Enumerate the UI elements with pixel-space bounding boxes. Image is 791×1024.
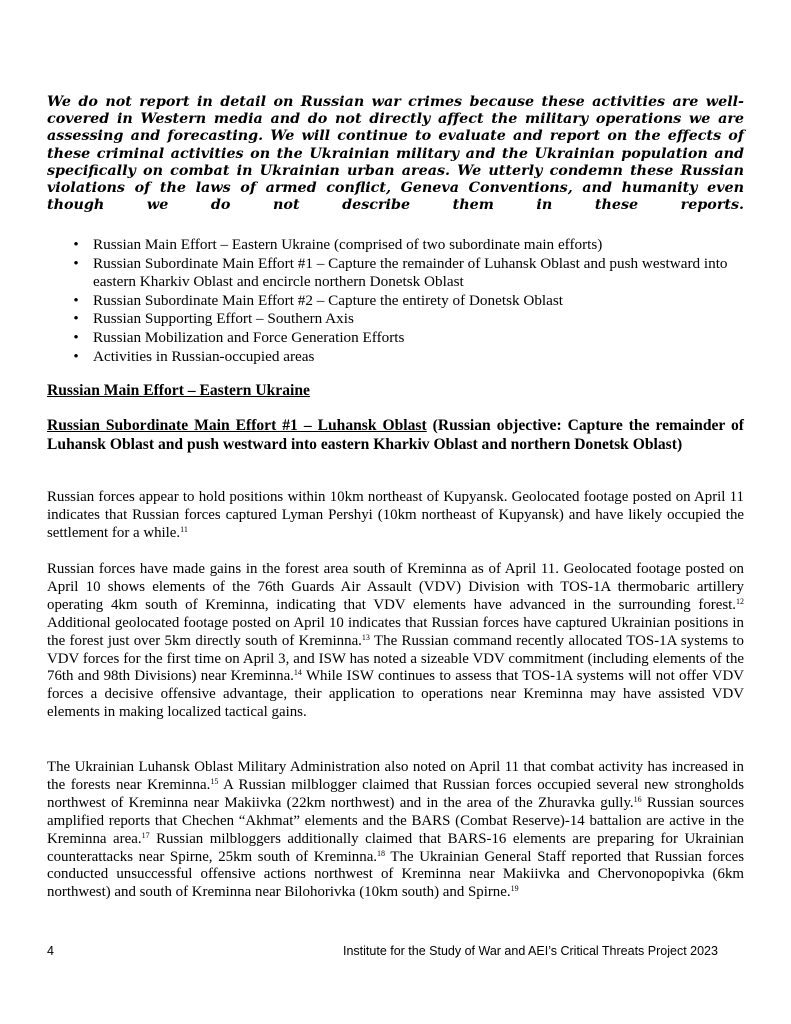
- footnote-ref[interactable]: 14: [293, 668, 302, 678]
- subsection-heading: [47, 417, 744, 454]
- footnote-ref[interactable]: 17: [141, 830, 150, 840]
- bullet-dot-icon: •: [73, 254, 79, 272]
- paragraph-text: The Ukrainian General Staff reported that Russian forces conducted unsuccessful offensive actions northwest of Kreminna near Makiivka and Chervonopopivka (6km northwest) and south of Kreminna near Bilohorivka (10km south) and Spirne.: [47, 848, 744, 901]
- footnote-ref[interactable]: 11: [180, 524, 188, 534]
- bullet-text: Russian Subordinate Main Effort #1 – Capture the remainder of Luhansk Oblast and push westward into eastern Kharkiv Oblast and encircle northern Donetsk Oblast: [93, 254, 728, 291]
- footer-credit: Institute for the Study of War and AEI’s Critical Threats Project 2023: [343, 944, 718, 958]
- paragraph-kupyansk: [47, 489, 744, 543]
- bullet-dot-icon: •: [73, 291, 79, 309]
- paragraph-text: The Russian command recently allocated TOS-1A systems to VDV forces for the first time on April 3, and ISW has noted a sizeable VDV commitment (including elements of the 76th and 98th Divisions) near Kreminna.: [47, 632, 744, 685]
- bullet-dot-icon: •: [73, 328, 79, 346]
- bullet-item: [47, 348, 747, 367]
- subsection-title: Russian Subordinate Main Effort #1 – Luhansk Oblast: [47, 417, 427, 434]
- bullet-text: Russian Supporting Effort – Southern Axis: [93, 310, 354, 328]
- bullet-item: [47, 236, 747, 255]
- bullet-item: [47, 292, 747, 311]
- footnote-ref[interactable]: 19: [510, 884, 519, 894]
- footnote-ref[interactable]: 12: [736, 596, 744, 606]
- bullet-text: Russian Subordinate Main Effort #2 – Capture the entirety of Donetsk Oblast: [93, 291, 564, 309]
- bullet-text: Activities in Russian-occupied areas: [93, 347, 315, 365]
- paragraph-text: Additional geolocated footage posted on April 10 indicates that Russian forces have captured Ukrainian positions in the forest just over 5km directly south of Kreminna.: [47, 614, 744, 649]
- bullet-dot-icon: •: [73, 347, 79, 365]
- footnote-ref[interactable]: 18: [377, 848, 386, 858]
- bullet-dot-icon: •: [73, 310, 79, 328]
- bullet-item: [47, 255, 747, 292]
- footnote-ref[interactable]: 15: [210, 776, 219, 786]
- bullet-item: [47, 329, 747, 348]
- bullet-text: Russian Main Effort – Eastern Ukraine (comprised of two subordinate main efforts): [93, 236, 603, 253]
- bullet-text: Russian Mobilization and Force Generation Efforts: [93, 328, 405, 346]
- effort-bullet-list: [47, 236, 747, 366]
- war-crimes-note: We do not report in detail on Russian war crimes because these activities are well-covered in Western media and do not directly affect the military operations we are assessing and forecasting. We will continue to evaluate and report on the effects of these criminal activities on the Ukrainian military and the Ukrainian population and specifically on combat in Ukrainian urban areas. We utterly condemn these Russian violations of the laws of armed conflict, Geneva Conventions, and humanity even though we do not describe them in these reports.: [47, 94, 744, 214]
- paragraph-text: A Russian milblogger claimed that Russian forces occupied several new strongholds northwest of Kreminna near Makiivka (22km northwest) and in the area of the Zhuravka gully.: [47, 776, 745, 811]
- paragraph-text: Russian forces have made gains in the forest area south of Kreminna as of April 11. Geolocated footage posted on April 10 shows elements of the 76th Guards Air Assault (VDV) Division with TOS-1A thermobaric artillery operating 4km south of Kreminna, indicating that VDV elements have advanced in the surrounding forest.: [47, 561, 744, 613]
- paragraph-kreminna-gains: [47, 561, 744, 722]
- footnote-ref[interactable]: 16: [633, 794, 642, 804]
- paragraph-text: Russian forces appear to hold positions within 10km northeast of Kupyansk. Geolocated footage posted on April 11 indicates that Russian forces captured Lyman Pershyi (10km northeast of Kupyansk) and have likely occupied the settlement for a while.: [47, 489, 744, 541]
- paragraph-text: Russian sources amplified reports that Chechen “Akhmat” elements and the BARS (Combat Reserve)-14 battalion are active in the Kreminna area.: [47, 794, 744, 847]
- paragraph-luhansk-admin: [47, 759, 744, 902]
- section-heading: Russian Main Effort – Eastern Ukraine: [47, 382, 310, 399]
- page-number: 4: [47, 944, 54, 958]
- paragraph-text: While ISW continues to assess that TOS-1A systems will not offer VDV forces a decisive offensive advantage, their application to operations near Kreminna may have assisted VDV elements in making localized tactical gains.: [47, 668, 744, 721]
- paragraph-text: Russian milbloggers additionally claimed that BARS-16 elements are preparing for Ukrainian counterattacks near Spirne, 25km south of Kreminna.: [47, 830, 744, 865]
- paragraph-text: The Ukrainian Luhansk Oblast Military Administration also noted on April 11 that combat activity has increased in the forests near Kreminna.: [47, 759, 744, 793]
- bullet-item: [47, 310, 747, 329]
- subsection-objective: (Russian objective: Capture the remainder of Luhansk Oblast and push westward into eastern Kharkiv Oblast and northern Donetsk Oblast): [47, 417, 745, 453]
- footnote-ref[interactable]: 13: [361, 632, 370, 642]
- bullet-dot-icon: •: [73, 236, 79, 253]
